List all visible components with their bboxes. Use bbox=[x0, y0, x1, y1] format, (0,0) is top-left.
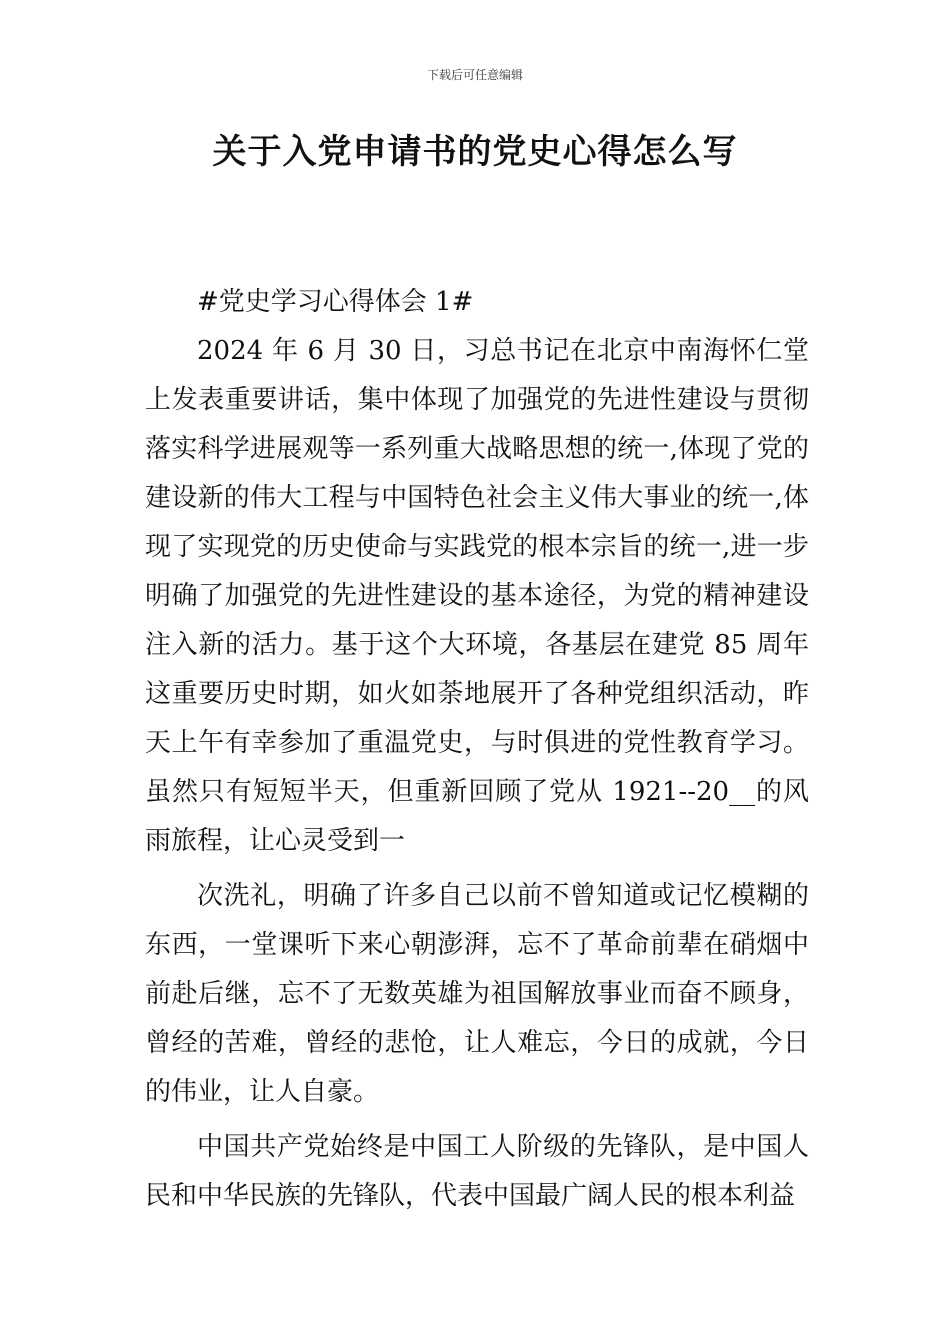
paragraph-heading: #党史学习心得体会 1# bbox=[197, 287, 474, 317]
paragraph: 2024 年 6 月 30 日，习总书记在北京中南海怀仁堂上发表重要讲话，集中体现了加强党的先进性建设与贯彻落实科学进展观等一系列重大战略思想的统一,体现了党的建设新的伟大工程与中国特色社会主义伟大事业的统一,体现了实现党的历史使命与实践党的根本宗旨的统一,进一步明确了加强党的先进性建设的基本途径，为党的精神建设注入新的活力。基于这个大环境，各基层在建党 85 周年这重要历史时期，如火如荼地展开了各种党组织活动，昨天上午有幸参加了重温党史，与时俱进的党性教育学习。虽然只有短短半天，但重新回顾了党从 1921--20__的风雨旅程，让心灵受到一 bbox=[145, 336, 809, 856]
header-note: 下载后可任意编辑 bbox=[426, 68, 523, 82]
document-title: 关于入党申请书的党史心得怎么写 bbox=[212, 132, 738, 172]
paragraph: 中国共产党始终是中国工人阶级的先锋队，是中国人民和中华民族的先锋队，代表中国最广阔人民的根本利益 bbox=[145, 1132, 809, 1211]
document-body bbox=[145, 278, 809, 1221]
paragraph: 次洗礼，明确了许多自己以前不曾知道或记忆模糊的东西，一堂课听下来心朝澎湃，忘不了革命前辈在硝烟中前赴后继，忘不了无数英雄为祖国解放事业而奋不顾身，曾经的苦难，曾经的悲怆，让人难忘，今日的成就，今日的伟业，让人自豪。 bbox=[145, 881, 809, 1107]
